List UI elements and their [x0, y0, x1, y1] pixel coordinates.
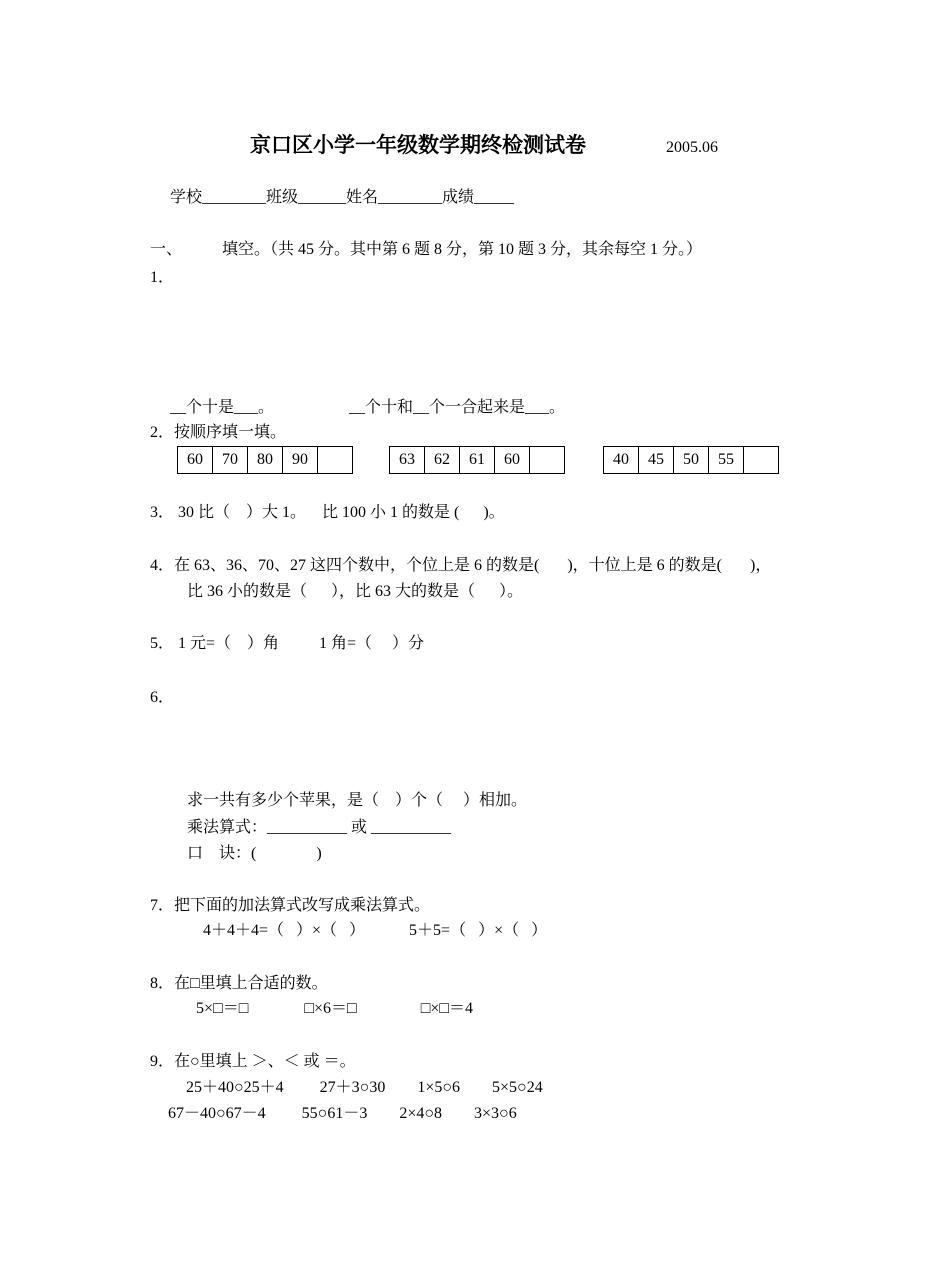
- q5-text: 5． 1 元=（ ）角 1 角=（ ）分: [150, 635, 425, 652]
- sequence-blank-cell[interactable]: [530, 447, 565, 474]
- q1-blank-b: __个十和__个一合起来是___。: [349, 399, 566, 416]
- q8-label: 8．在□里填上合适的数。: [150, 975, 328, 992]
- sequence-cell: 90: [283, 447, 318, 474]
- q6-line3: 口 诀：( ): [187, 845, 322, 862]
- student-info-line: 学校________班级______姓名________成绩_____: [170, 189, 515, 206]
- sequence-cell: 62: [425, 447, 460, 474]
- sequence-cell: 55: [709, 447, 744, 474]
- section-heading: 填空。（共 45 分。其中第 6 题 8 分，第 10 题 3 分，其余每空 1 分。）: [222, 241, 703, 258]
- q4-line1: 4．在 63、36、70、27 这四个数中，个位上是 6 的数是( )，十位上是 6 的数是( )，: [150, 557, 772, 574]
- sequence-cell: 80: [248, 447, 283, 474]
- sequence-table-1: [177, 446, 353, 474]
- q7-line: 4＋4＋4=（ ）×（ ） 5＋5=（ ）×（ ）: [203, 922, 548, 939]
- sequence-cell: 61: [460, 447, 495, 474]
- q1-number: 1．: [150, 269, 175, 286]
- q4-line2: 比 36 小的数是（ ），比 63 大的数是（ ）。: [187, 583, 524, 600]
- q9-label: 9．在○里填上 ＞、＜ 或 ＝。: [150, 1053, 356, 1070]
- page-title: 京口区小学一年级数学期终检测试卷: [250, 133, 586, 157]
- q3-text: 3． 30 比（ ）大 1。 比 100 小 1 的数是 ( )。: [150, 504, 505, 521]
- sequence-cell: 45: [639, 447, 674, 474]
- q6-number: 6．: [150, 689, 175, 706]
- sequence-cell: 60: [178, 447, 213, 474]
- exam-date: 2005.06: [666, 139, 718, 156]
- q9-line2: 67－40○67－4 55○61－3 2×4○8 3×3○6: [168, 1105, 517, 1122]
- sequence-cell: 70: [213, 447, 248, 474]
- q2-label: 2．按顺序填一填。: [150, 424, 287, 441]
- q1-blank-a: __个十是___。: [170, 399, 275, 416]
- q9-line1: 25＋40○25＋4 27＋3○30 1×5○6 5×5○24: [186, 1079, 543, 1096]
- q7-label: 7．把下面的加法算式改写成乘法算式。: [150, 897, 431, 914]
- q6-line2: 乘法算式：__________ 或 __________: [187, 819, 452, 836]
- sequence-cell: 60: [495, 447, 530, 474]
- sequence-table-3: [603, 446, 779, 474]
- sequence-cell: 63: [390, 447, 425, 474]
- section-number: 一、: [150, 241, 183, 258]
- sequence-blank-cell[interactable]: [744, 447, 779, 474]
- sequence-cell: 40: [604, 447, 639, 474]
- q6-line1: 求一共有多少个苹果，是（ ）个（ ）相加。: [187, 792, 528, 809]
- sequence-cell: 50: [674, 447, 709, 474]
- sequence-blank-cell[interactable]: [318, 447, 353, 474]
- q8-line: 5×□＝□ □×6＝□ □×□＝4: [196, 1000, 474, 1017]
- sequence-table-2: [389, 446, 565, 474]
